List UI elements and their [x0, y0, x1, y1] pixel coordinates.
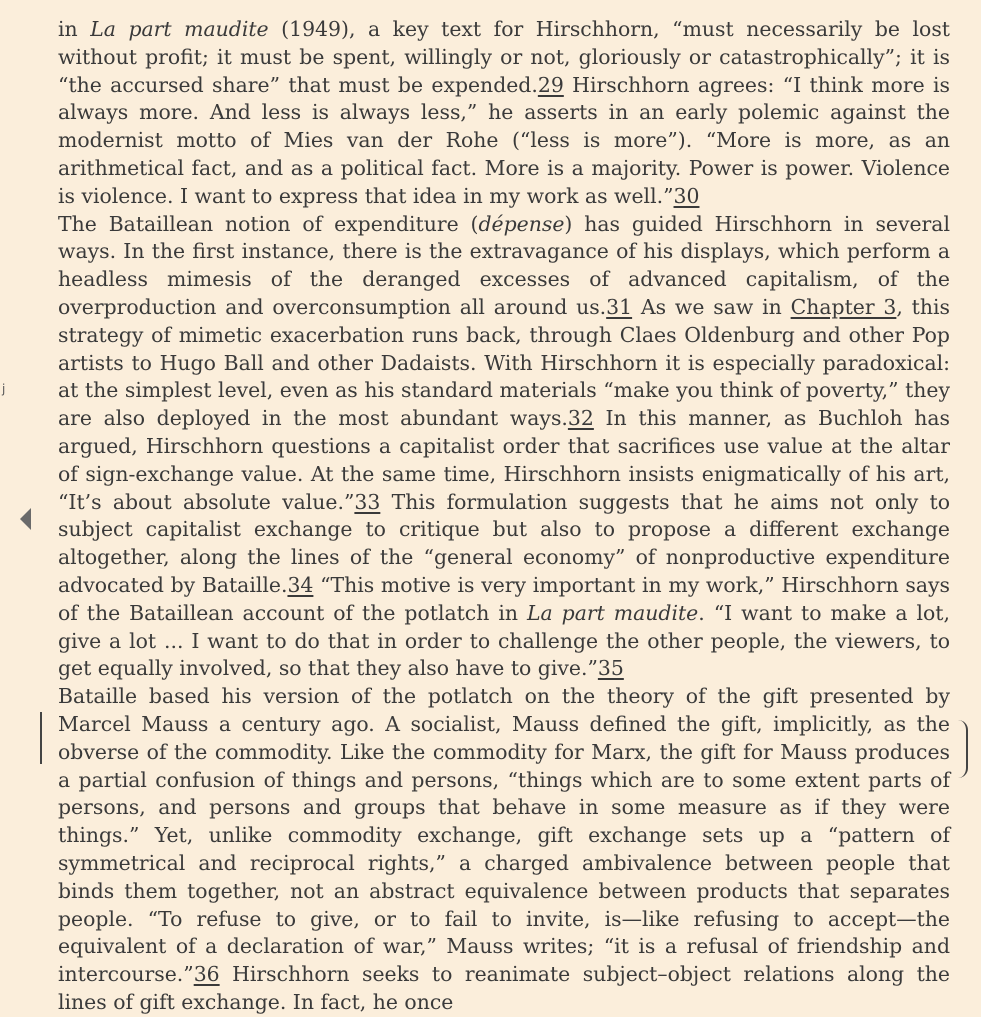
footnote-link[interactable]: 33: [354, 489, 381, 514]
text-run: In this manner, as Buchloh has argued, Hirschhorn questions a capitalist order that sacrifices use value at the altar of sign-exchange value. At the same time, Hirschhorn insists enigmatically of his art, “It’s about absolute value.”: [58, 406, 950, 514]
text-run: ) has guided Hirschhorn in several ways. In the first instance, there is the extravagance of his displays, which perform a headless mimesis of the deranged excesses of advanced capitalism, of the overproduction and overconsumption all around us.: [58, 211, 950, 319]
italic-title: La part maudite: [526, 600, 699, 625]
italic-title: dépense: [478, 211, 565, 236]
paragraph: [58, 683, 950, 1017]
text-run: Hirschhorn seeks to reanimate subject–object relations along the lines of gift exchange. In fact, he once: [58, 962, 950, 1014]
text-run: . “I want to make a lot, give a lot ... I want to do that in order to challenge the other people, the viewers, to get equally involved, so that they also have to give.”: [58, 600, 950, 681]
selection-handle-left[interactable]: [40, 712, 42, 764]
book-text: [58, 16, 950, 1017]
text-run: “This motive is very important in my work,” Hirschhorn says of the Bataillean account of the potlatch in: [58, 572, 950, 625]
italic-title: La part maudite: [90, 17, 269, 41]
margin-mark: j: [2, 382, 6, 396]
footnote-link[interactable]: 36: [193, 962, 220, 987]
text-run: As we saw in: [632, 294, 791, 319]
paragraph: [58, 16, 950, 211]
text-run: The Bataillean notion of expenditure (: [58, 211, 479, 236]
footnote-link[interactable]: 32: [567, 406, 594, 431]
footnote-link[interactable]: 35: [597, 656, 624, 681]
footnote-link[interactable]: 31: [606, 294, 633, 319]
footnote-link[interactable]: 30: [673, 183, 700, 208]
paragraph: [58, 211, 950, 684]
text-run: Bataille based his version of the potlatch on the theory of the gift presented by Marcel Mauss a century ago. A socialist, Mauss defined the gift, implicitly, as the obverse of the commodity. Like the commodity for Marx, the gift for Mauss produces a partial confusion of things and persons, “things which are to some extent parts of persons, and persons and groups that behave in some measure as if they were things.” Yet, unlike commodity exchange, gift exchange sets up a “pattern of symmetrical and reciprocal rights,” a charged ambivalence between people that binds them together, not an abstract equivalence between products that separates people. “To refuse to give, or to fail to invite, is—like refusing to accept—the equivalent of a declaration of war,” Mauss writes; “it is a refusal of friendship and intercourse.”: [58, 684, 950, 987]
text-run: This formulation suggests that he aims not only to subject capitalist exchange to critique but also to propose a different exchange altogether, along the lines of the “general economy” of nonproductive expenditure advocated by Bataille.: [58, 489, 951, 597]
text-run: in: [58, 17, 91, 41]
previous-page-arrow-icon[interactable]: [20, 508, 31, 530]
text-run: , this strategy of mimetic exacerbation runs back, through Claes Oldenburg and other Pop artists to Hugo Ball and other Dadaists. With Hirschhorn it is especially paradoxical: at the simplest level, even as his standard materials “make you think of poverty,” they are also deployed in the most abundant ways.: [58, 294, 950, 431]
footnote-link[interactable]: 34: [287, 572, 314, 597]
selection-handle-right[interactable]: [958, 720, 968, 778]
chapter-link[interactable]: Chapter 3: [790, 294, 897, 319]
text-run: Hirschhorn agrees: “I think more is always more. And less is always less,” he asserts in an early polemic against the modernist motto of Mies van der Rohe (“less is more”). “More is more, as an arithmetical fact, and as a political fact. More is a majority. Power is power. Violence is violence. I want to express that idea in my work as well.”: [58, 72, 950, 208]
text-run: (1949), a key text for Hirschhorn, “must necessarily be lost without profit; it must be spent, willingly or not, gloriously or catastrophically”; it is “the accursed share” that must be expended.: [58, 17, 950, 97]
footnote-link[interactable]: 29: [537, 72, 564, 97]
